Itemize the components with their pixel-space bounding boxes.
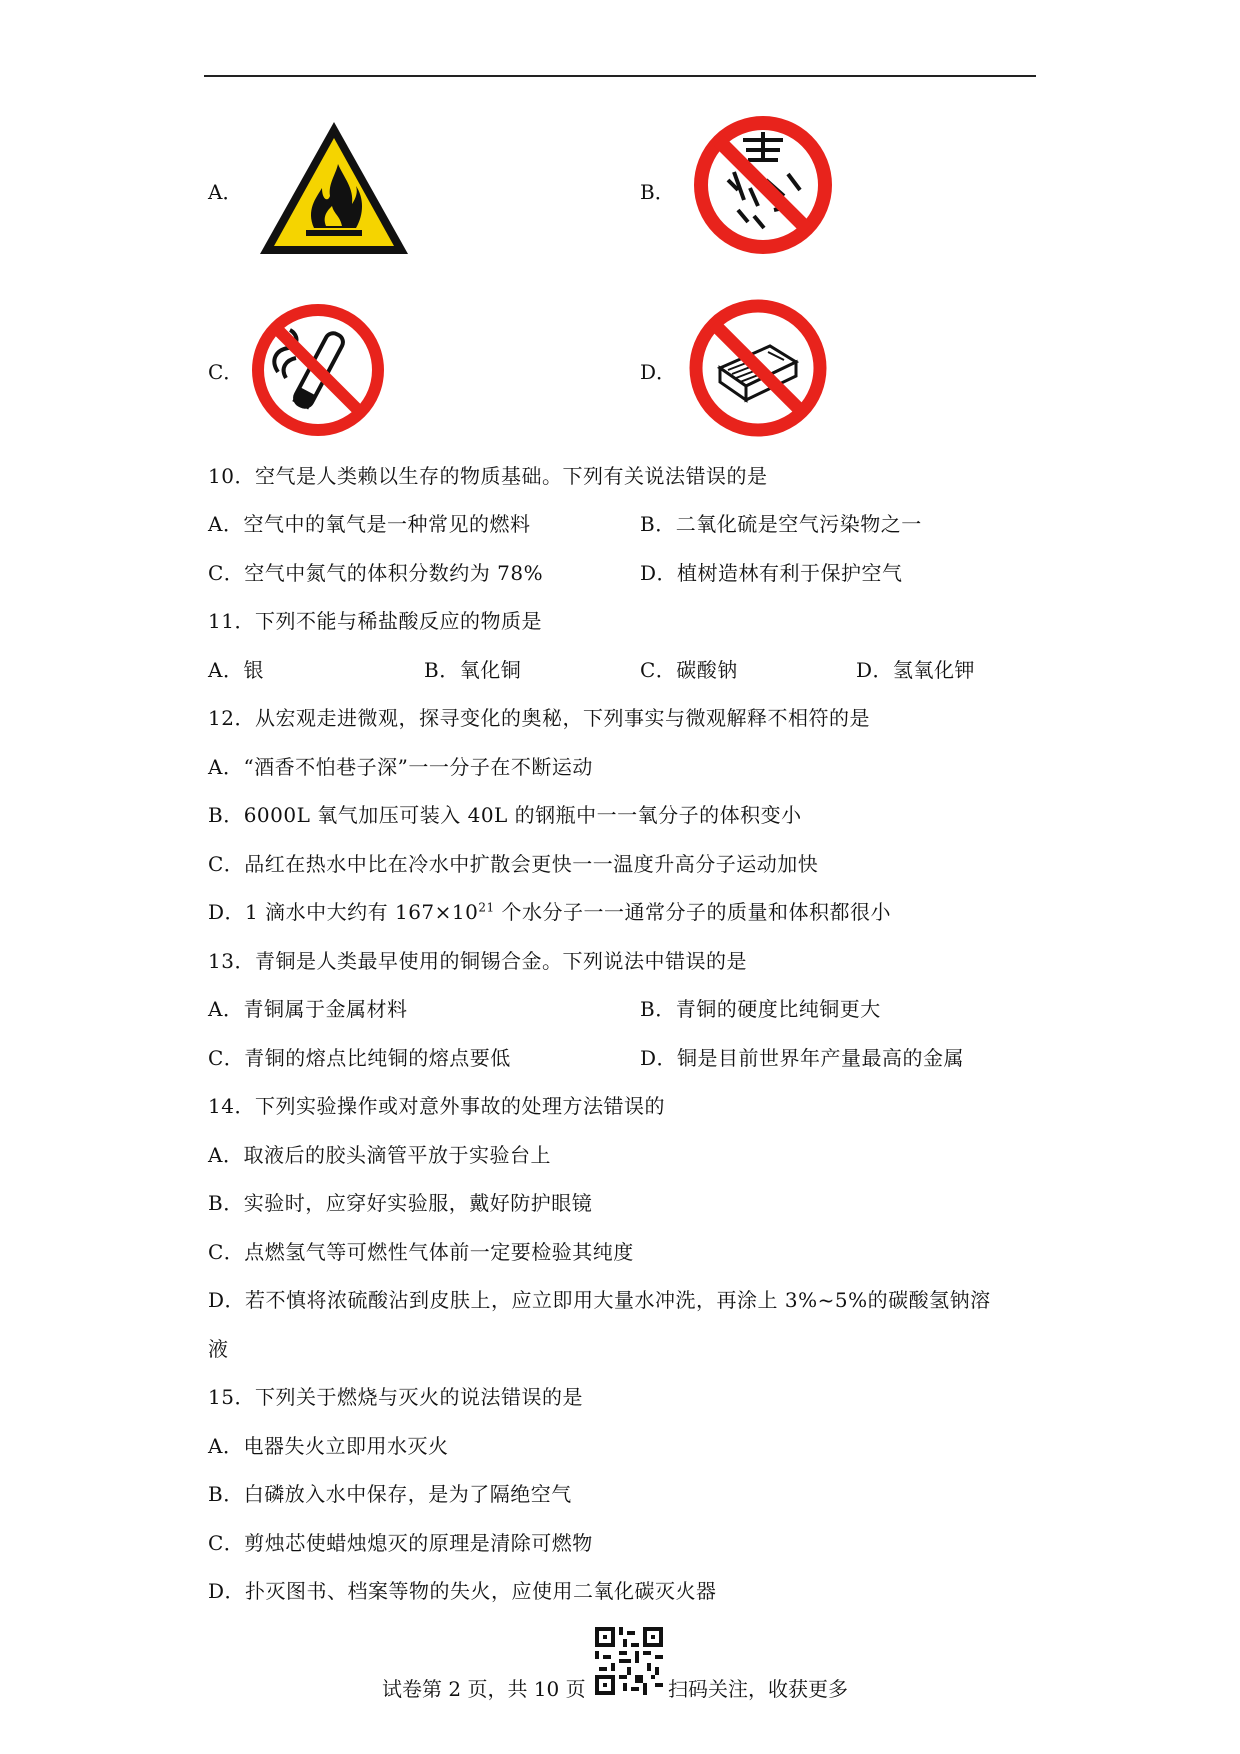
no-matches-icon (684, 294, 832, 442)
footer-page-number: 试卷第 2 页，共 10 页 (382, 1677, 586, 1701)
q11-stem: 11．下列不能与稀盐酸反应的物质是 (208, 609, 542, 633)
q10-option-c: C．空气中氮气的体积分数约为 78% (208, 561, 544, 585)
q13-stem: 13．青铜是人类最早使用的铜锡合金。下列说法中错误的是 (208, 949, 747, 973)
q12-option-c: C．品红在热水中比在冷水中扩散会更快一一温度升高分子运动加快 (208, 852, 819, 876)
q10-stem: 10．空气是人类赖以生存的物质基础。下列有关说法错误的是 (208, 464, 768, 488)
flammable-warning-icon (256, 118, 412, 258)
q14-option-b: B．实验时，应穿好实验服，戴好防护眼镜 (208, 1191, 593, 1215)
q13-option-c: C．青铜的熔点比纯铜的熔点要低 (208, 1046, 511, 1070)
q10-option-b: B．二氧化硫是空气污染物之一 (640, 512, 922, 536)
qr-code-icon (595, 1627, 663, 1695)
q13-option-d: D．铜是目前世界年产量最高的金属 (640, 1046, 965, 1070)
q15-option-d: D．扑灭图书、档案等物的失火，应使用二氧化碳灭火器 (208, 1579, 717, 1603)
header-rule (204, 75, 1036, 77)
q12-option-d-exponent: 21 (478, 900, 495, 915)
q15-option-c: C．剪烛芯使蜡烛熄灭的原理是清除可燃物 (208, 1531, 593, 1555)
q14-option-a: A．取液后的胶头滴管平放于实验台上 (208, 1143, 551, 1167)
q13-option-a: A．青铜属于金属材料 (208, 997, 408, 1021)
q11-option-c: C．碳酸钠 (640, 658, 738, 682)
q11-option-b: B．氧化铜 (424, 658, 522, 682)
q9-option-b-label: B． (640, 180, 675, 204)
q12-stem: 12．从宏观走进微观，探寻变化的奥秘，下列事实与微观解释不相符的是 (208, 706, 870, 730)
q12-option-b: B．6000L 氧气加压可装入 40L 的钢瓶中一一氧分子的体积变小 (208, 803, 802, 827)
q9-option-d-label: D． (640, 360, 677, 384)
no-smoking-icon (248, 300, 388, 440)
q14-option-d-line1: D．若不慎将浓硫酸沾到皮肤上，应立即用大量水冲洗，再涂上 3%~5%的碳酸氢钠溶 (208, 1288, 991, 1312)
q9-option-a-label: A． (208, 180, 243, 204)
footer-scan-prompt: 扫码关注，收获更多 (668, 1677, 848, 1701)
q14-stem: 14．下列实验操作或对意外事故的处理方法错误的 (208, 1094, 665, 1118)
q11-option-a: A．银 (208, 658, 264, 682)
no-fireworks-icon (688, 110, 838, 260)
q15-option-a: A．电器失火立即用水灭火 (208, 1434, 449, 1458)
q11-option-d: D．氢氧化钾 (856, 658, 976, 682)
q14-option-c: C．点燃氢气等可燃性气体前一定要检验其纯度 (208, 1240, 634, 1264)
q12-option-a: A．“酒香不怕巷子深”一一分子在不断运动 (208, 755, 593, 779)
q10-option-d: D．植树造林有利于保护空气 (640, 561, 903, 585)
q12-option-d-text-after: 个水分子一一通常分子的质量和体积都很小 (494, 900, 891, 924)
q14-option-d-line2: 液 (208, 1337, 229, 1361)
q9-option-c-label: C． (208, 360, 244, 384)
q12-option-d (208, 898, 891, 926)
q10-option-a: A．空气中的氧气是一种常见的燃料 (208, 512, 531, 536)
q15-stem: 15．下列关于燃烧与灭火的说法错误的是 (208, 1385, 583, 1409)
q12-option-d-text-before: D．1 滴水中大约有 167×10 (208, 900, 479, 924)
q13-option-b: B．青铜的硬度比纯铜更大 (640, 997, 881, 1021)
q15-option-b: B．白磷放入水中保存，是为了隔绝空气 (208, 1482, 572, 1506)
